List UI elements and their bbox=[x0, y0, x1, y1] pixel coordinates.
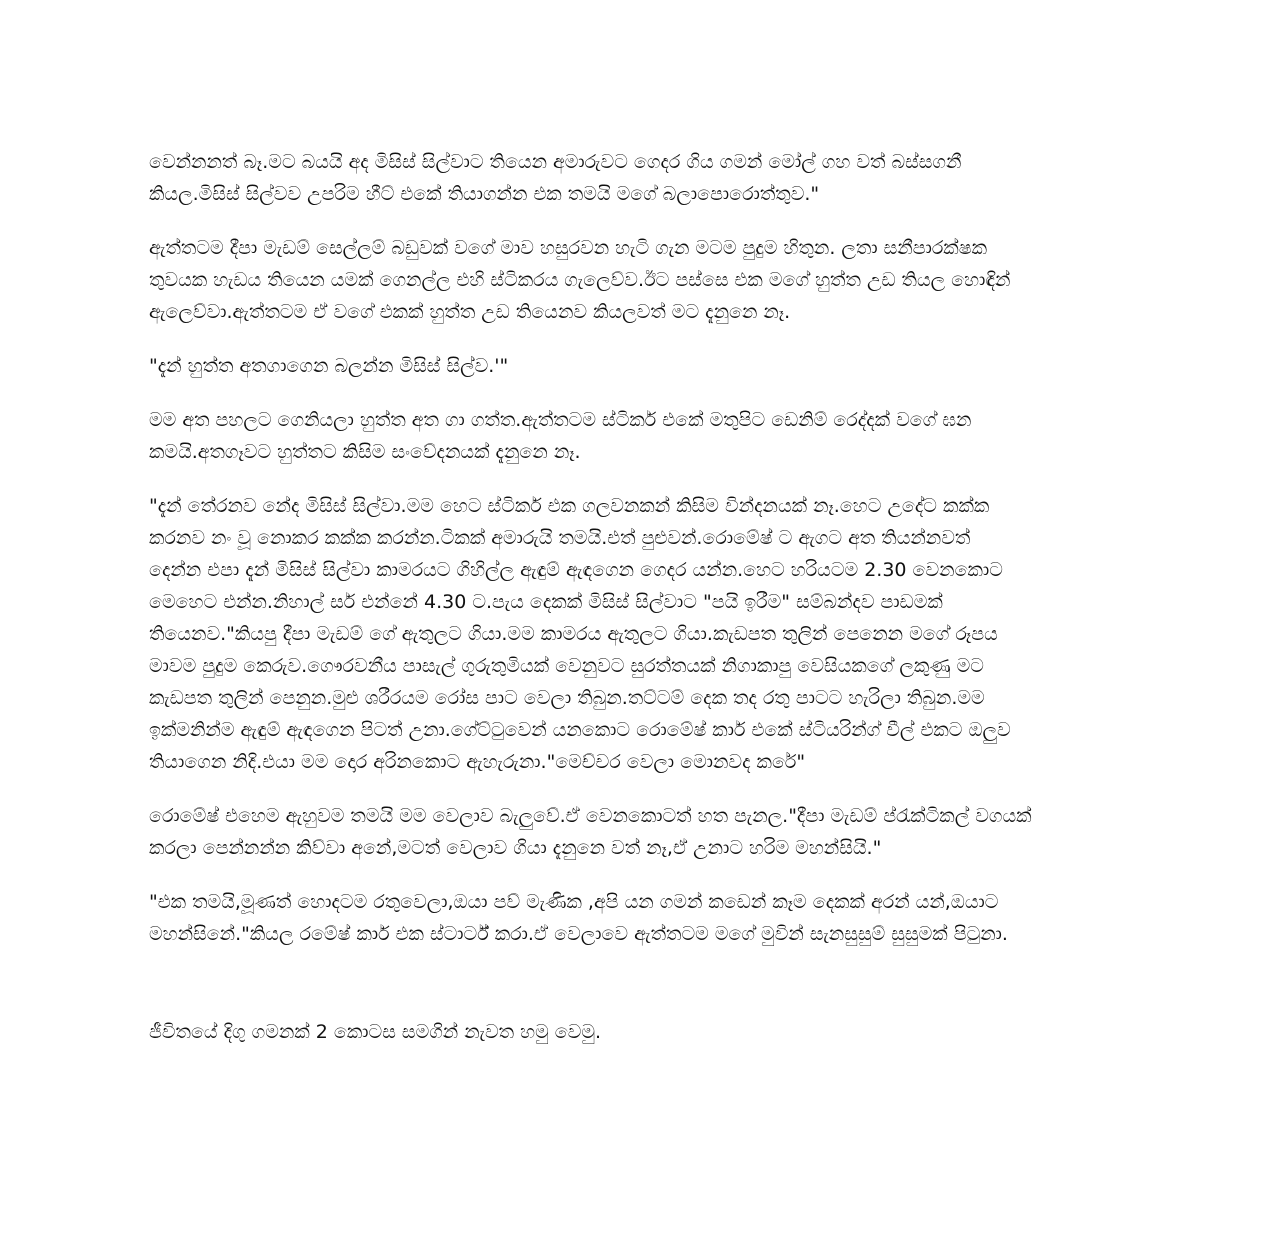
text-line: "දැන් හුත්ත අතගාගෙන බලන්න මිසිස් සිල්ව.'" bbox=[149, 355, 509, 377]
text-line: තුවයක හැඩය තියෙන යමක් ගෙනල්ල එහි ස්ටිකරය ගැලෙව්ව.ඊට පස්සෙ එක මගේ හුත්ත උඩ තියල හොඳින් bbox=[149, 269, 1011, 291]
paragraph-2 bbox=[149, 232, 1109, 328]
text-line: වෙන්නනත් බෑ.මට බයයි අද මිසිස් සිල්වාට තියෙන අමාරුවට ගෙදර ගිය ගමන් මෝල් ගහ වත් බස්සගනී bbox=[149, 151, 962, 173]
text-line: කරනව නං වූ නොකර කක්ක කරන්න.ටිකක් අමාරුයි තමයි.එත් පුළුවන්.රොමේෂ් ට ඇගට අත තියන්නවත් bbox=[149, 527, 971, 549]
text-line: ඇලෙව්වා.ඇත්තටම ඒ වගේ එකක් හුත්ත උඩ තියෙනව කියලවත් මට දැනුනෙ නෑ. bbox=[149, 301, 791, 323]
text-line: ඉක්මනින්ම ඇඳුම් ඇඳගෙන පිටත් උනා.ගේට්ටුවෙන් යනකොට රොමේෂ් කාර් එකේ ස්ටියරින්ග් වීල් එකට ඔලුව bbox=[149, 719, 1011, 741]
text-line: රොමේෂ් එහෙම ඇහුවම තමයි මම වෙලාව බැලුවේ.ඒ වෙනකොටත් හත පැනල."දීපා මැඩම් ප්රැක්ටිකල් වගයක් bbox=[149, 805, 1032, 827]
paragraph-1 bbox=[149, 146, 1109, 210]
text-line: ඇත්තටම දීපා මැඩම් සෙල්ලම් බඩුවක් වගේ මාව හසුරවන හැටි ගැන මටම පුදුම හිතුන. ලතා සනීපාරක්ෂක bbox=[149, 237, 988, 259]
text-line: මම අත පහලට ගෙනියලා හුත්ත අත ගා ගත්ත.ඇත්තටම ස්ටිකර් එකේ මතුපිට ඩෙනිම් රෙද්දක් වගේ ඝන bbox=[149, 409, 972, 431]
paragraph-4 bbox=[149, 404, 1109, 468]
closing-line: ජීවිතයේ දිගු ගමනක් 2 කොටස සමගින් නැවත හමු වෙමු. bbox=[149, 1021, 602, 1043]
text-line: මාවම පුදුම කෙරුව.ගෞරවනීය පාසැල් ගුරුතුමියක් වෙනුවට සුරත්තයක් නිගාකාපු වෙසියකගේ ලකුණු මට bbox=[149, 655, 984, 677]
text-line: තියාගෙන නිදි.එයා මම දොර අරිනකොට ඇහැරුනා."මෙච්චර වෙලා මොනවද කරේ" bbox=[149, 751, 806, 773]
document-page bbox=[149, 146, 1109, 1070]
text-line: "එක තමයි,මූණත් හොදටම රතුවෙලා,ඔයා පව් මැණික ,අපි යන ගමන් කඩෙන් කෑම දෙකක් අරන් යන්,ඔයාට bbox=[149, 891, 999, 913]
paragraph-3 bbox=[149, 350, 1109, 382]
text-line: දෙන්න එපා දැන් මිසිස් සිල්වා කාමරයට ගිහිල්ල ඇඳුම් ඇඳගෙන ගෙදර යන්න.හෙට හරියටම 2.30 වෙනකොට bbox=[149, 559, 1003, 581]
text-line: මහන්සිනේ."කියල රමේෂ් කාර් එක ස්ටාර්ට් කරා.ඒ වෙලාවෙ ඇත්තටම මගේ මුවින් සැනසුසුම් සුසුමක් පිටුනා. bbox=[149, 923, 1008, 945]
paragraph-5 bbox=[149, 490, 1109, 778]
text-line: මෙහෙට එන්න.නිහාල් සර් එන්නේ 4.30 ට.පැය දෙකක් මිසිස් සිල්වාට "පයි ඉරීම" සම්බන්දව පාඩමක් bbox=[149, 591, 943, 613]
text-line: කියල.මිසිස් සිල්වව උපරිම හීට් එකේ තියාගන්න එක තමයි මගේ බලාපොරොත්තුව." bbox=[149, 183, 820, 205]
text-line: තියෙනව."කියපු දීපා මැඩම් ගේ ඇතුලට ගියා.මම කාමරය ඇතුලට ගියා.කැඩපත තුලින් පෙනෙන මගේ රූපය bbox=[149, 623, 998, 645]
text-line: "දැන් තේරනව නේද මිසිස් සිල්වා.මම හෙට ස්ටිකර් එක ගලවනකන් කිසිම වින්දනයක් නෑ.හෙට උදේට කක්ක bbox=[149, 495, 990, 517]
paragraph-7 bbox=[149, 886, 1109, 950]
text-line: කරලා පෙන්නන්න කිව්වා අනේ,මටත් වෙලාව ගියා දැනුනෙ වත් නෑ,ඒ උනාට හරිම මහන්සියි." bbox=[149, 837, 882, 859]
text-line: කමයි.අතගෑවට හුත්තට කිසිම සංවේදනයක් දැනුනෙ නෑ. bbox=[149, 441, 581, 463]
paragraph-6 bbox=[149, 800, 1109, 864]
text-line: කැඩපත තුලින් පෙනුන.මුළු ශරීරයම රෝස පාට වෙලා තිබුන.තට්ටම් දෙක තද රතු පාටට හැරිලා තිබුන.මම bbox=[149, 687, 985, 709]
